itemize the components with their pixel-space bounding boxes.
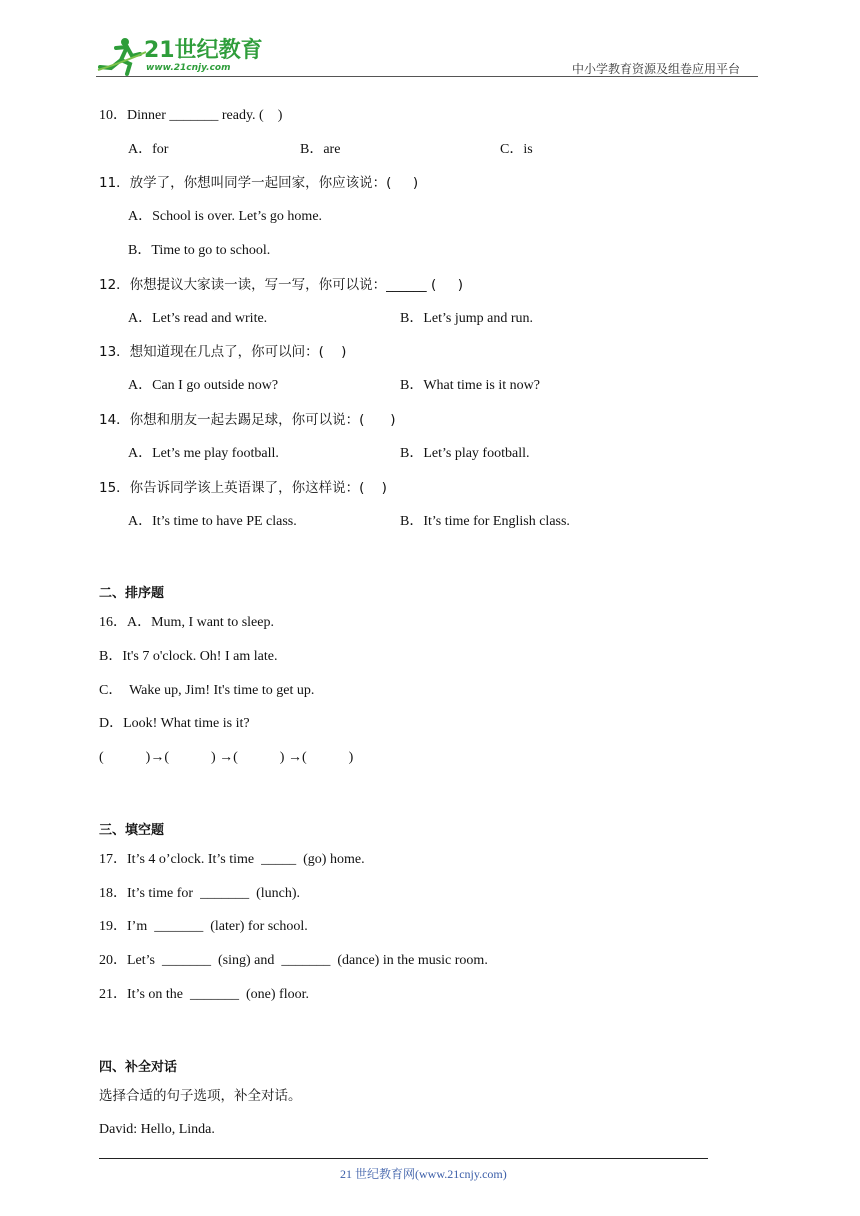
question-10-stem: 10．Dinner _______ ready. ( )	[99, 108, 283, 123]
question-13-option-a: A．Can I go outside now?	[128, 378, 279, 393]
question-13-option-b: B．What time is it now?	[400, 378, 540, 393]
section-3-title: 三、填空题	[99, 823, 165, 838]
question-14-option-a: A．Let’s me play football.	[128, 446, 279, 461]
question-17: 17．It’s 4 o’clock. It’s time _____ (go) home.	[99, 852, 365, 867]
question-12-option-a: A．Let’s read and write.	[128, 311, 268, 326]
question-16-option-c: C． Wake up, Jim! It's time to get up.	[99, 683, 315, 698]
section-4-title: 四、补全对话	[99, 1060, 178, 1075]
question-16-order-blanks: ( )→( ) →( ) →( )	[99, 750, 354, 765]
section-4-instruction: 选择合适的句子选项，补全对话。	[99, 1088, 302, 1104]
runner-icon	[98, 38, 146, 74]
footer-text: 21 世纪教育网(www.21cnjy.com)	[340, 1167, 507, 1181]
footer-divider	[99, 1158, 708, 1159]
question-18: 18．It’s time for _______ (lunch).	[99, 886, 301, 901]
question-14-option-b: B．Let’s play football.	[400, 446, 530, 461]
logo-url-text: www.21cnjy.com	[146, 63, 231, 73]
question-15-option-b: B．It’s time for English class.	[400, 514, 570, 529]
question-15-stem: 15．你告诉同学该上英语课了，你这样说：( )	[99, 480, 387, 496]
section-2-title: 二、排序题	[99, 586, 165, 601]
question-13-stem: 13．想知道现在几点了，你可以问：( )	[99, 344, 347, 360]
question-11-option-a: A．School is over. Let’s go home.	[128, 209, 323, 224]
question-16-option-a: 16．A．Mum, I want to sleep.	[99, 615, 274, 630]
question-19: 19．I’m _______ (later) for school.	[99, 919, 308, 934]
question-14-stem: 14．你想和朋友一起去踢足球，你可以说：( )	[99, 412, 396, 428]
question-16-option-b: B．It's 7 o'clock. Oh! I am late.	[99, 649, 278, 664]
header-divider	[96, 76, 758, 77]
question-16-option-d: D．Look! What time is it?	[99, 716, 250, 731]
question-10-option-b: B．are	[300, 142, 341, 157]
question-15-option-a: A．It’s time to have PE class.	[128, 514, 297, 529]
question-20: 20．Let’s _______ (sing) and _______ (dance) in the music room.	[99, 953, 488, 968]
dialogue-line-1: David: Hello, Linda.	[99, 1122, 215, 1137]
header-tagline: 中小学教育资源及组卷应用平台	[572, 62, 741, 76]
question-10-option-a: A．for	[128, 142, 169, 157]
question-10-option-c: C．is	[500, 142, 533, 157]
site-logo	[94, 34, 263, 78]
question-12-option-b: B．Let’s jump and run.	[400, 311, 533, 326]
question-11-stem: 11．放学了，你想叫同学一起回家，你应该说：( )	[99, 175, 419, 191]
question-11-option-b: B．Time to go to school.	[128, 243, 271, 258]
question-21: 21．It’s on the _______ (one) floor.	[99, 987, 309, 1002]
logo-text: 21世纪教育	[144, 38, 263, 63]
question-12-stem: 12．你想提议大家读一读，写一写，你可以说：______ ( )	[99, 277, 463, 293]
